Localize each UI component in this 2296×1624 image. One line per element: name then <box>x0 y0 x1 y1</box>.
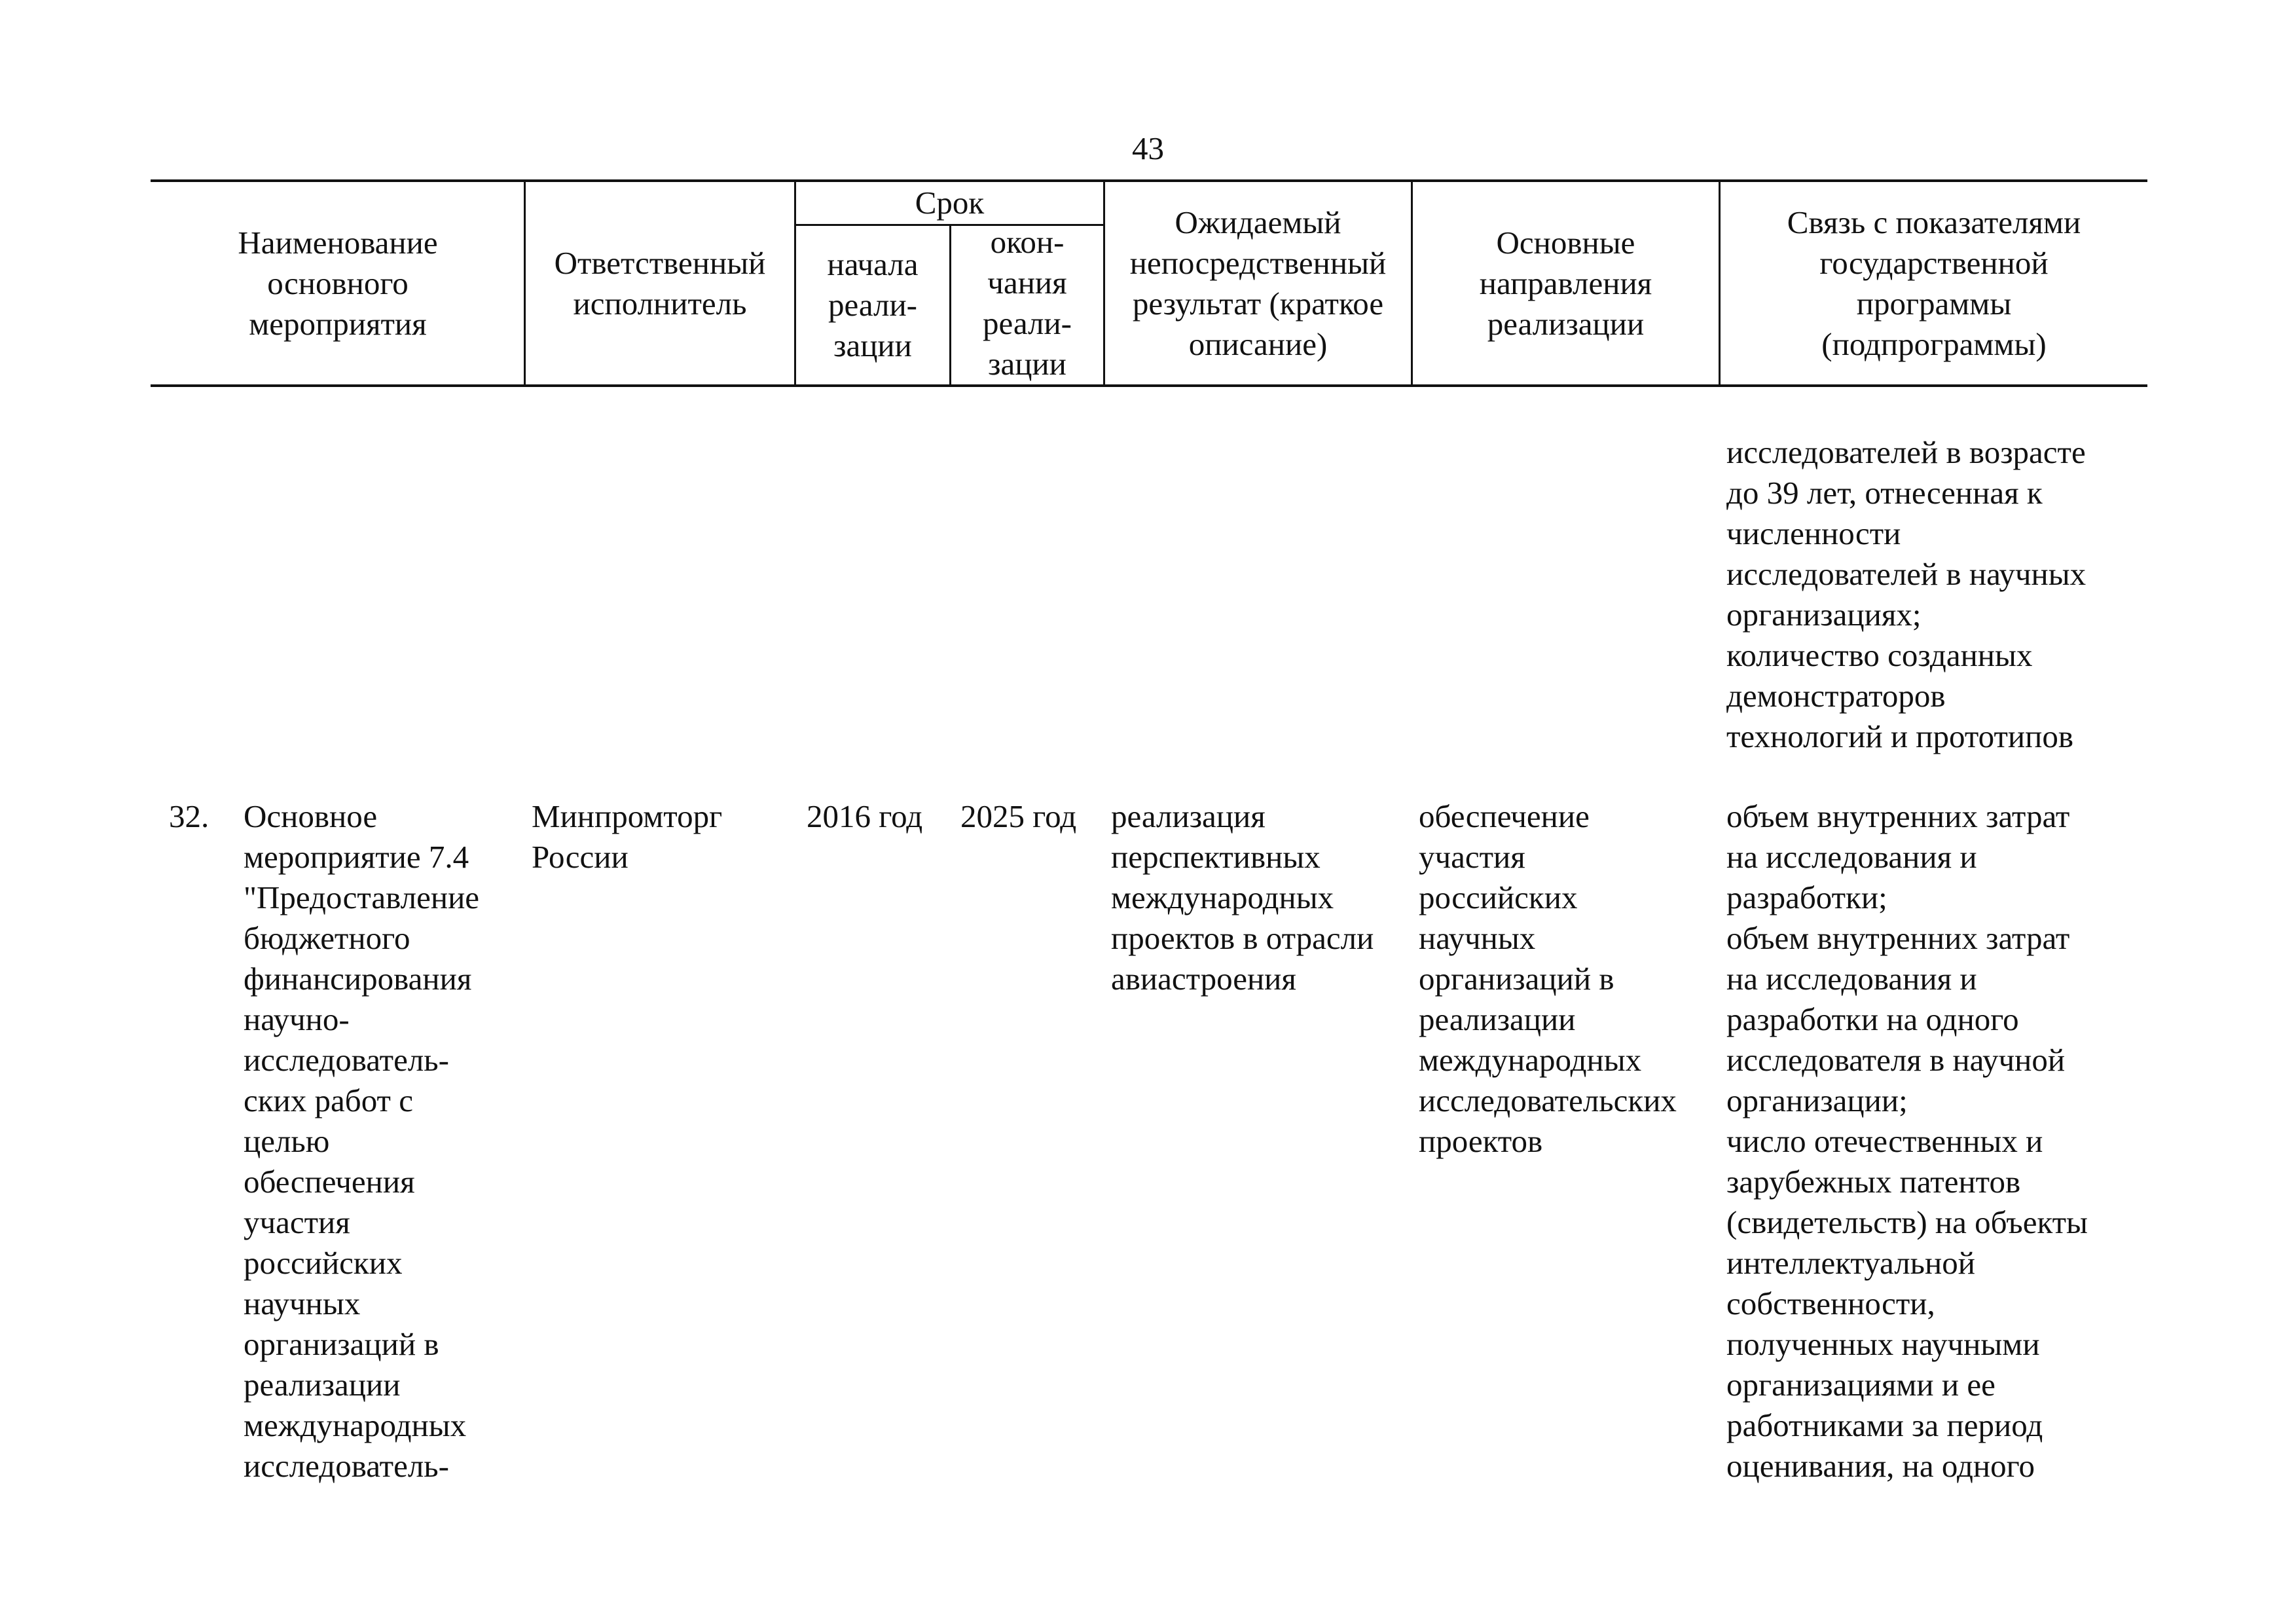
header-start-text: начала реали- зации <box>827 246 919 363</box>
header-end <box>951 226 1103 384</box>
row-link: объем внутренних затрат на исследования и разработки; объем внутренних затрат на исследования и разработки на одного исследователя в научной организации; число отечественных и зарубежных патентов (свидетельств) на объекты интеллектуальной собственности, полученных научными организациями и ее работниками за период оценивания, на одного <box>1726 798 2088 1484</box>
row-executor: Минпромторг России <box>532 798 723 875</box>
header-result-text: Ожидаемый непосредственный результат (краткое описание) <box>1129 204 1387 362</box>
header-executor-text: Ответственный исполнитель <box>554 244 766 322</box>
table-header-bottom-rule <box>151 384 2147 387</box>
header-link-text: Связь с показателями государственной программы (подпрограммы) <box>1787 204 2081 362</box>
header-result <box>1105 182 1411 384</box>
header-end-text: окон- чания реали- зации <box>982 224 1072 382</box>
header-link <box>1721 182 2147 384</box>
header-term-text: Срок <box>915 185 985 221</box>
row-name: Основное мероприятие 7.4 "Предоставление бюджетного финансирования научно- исследователь- ских работ с целью обеспечения участия российских научных организаций в реализации международных исследователь- <box>244 798 480 1484</box>
header-name <box>152 182 524 384</box>
header-executor <box>526 182 794 384</box>
header-term <box>796 182 1103 224</box>
row-number: 32. <box>169 798 210 834</box>
continuation-link-cell: исследователей в возрасте до 39 лет, отнесенная к численности исследователей в научных организациях; количество созданных демонстраторов технологий и прототипов <box>1726 434 2086 754</box>
row-directions: обеспечение участия российских научных организаций в реализации международных исследовательских проектов <box>1419 798 1677 1159</box>
header-directions <box>1413 182 1719 384</box>
row-end: 2025 год <box>960 798 1077 834</box>
row-result: реализация перспективных международных проектов в отрасли авиастроения <box>1111 798 1374 997</box>
header-start <box>796 226 949 384</box>
header-directions-text: Основные направления реализации <box>1479 224 1652 342</box>
row-start: 2016 год <box>807 798 923 834</box>
header-name-text: Наименование основного мероприятия <box>238 224 438 342</box>
page-number: 43 <box>1132 130 1164 166</box>
